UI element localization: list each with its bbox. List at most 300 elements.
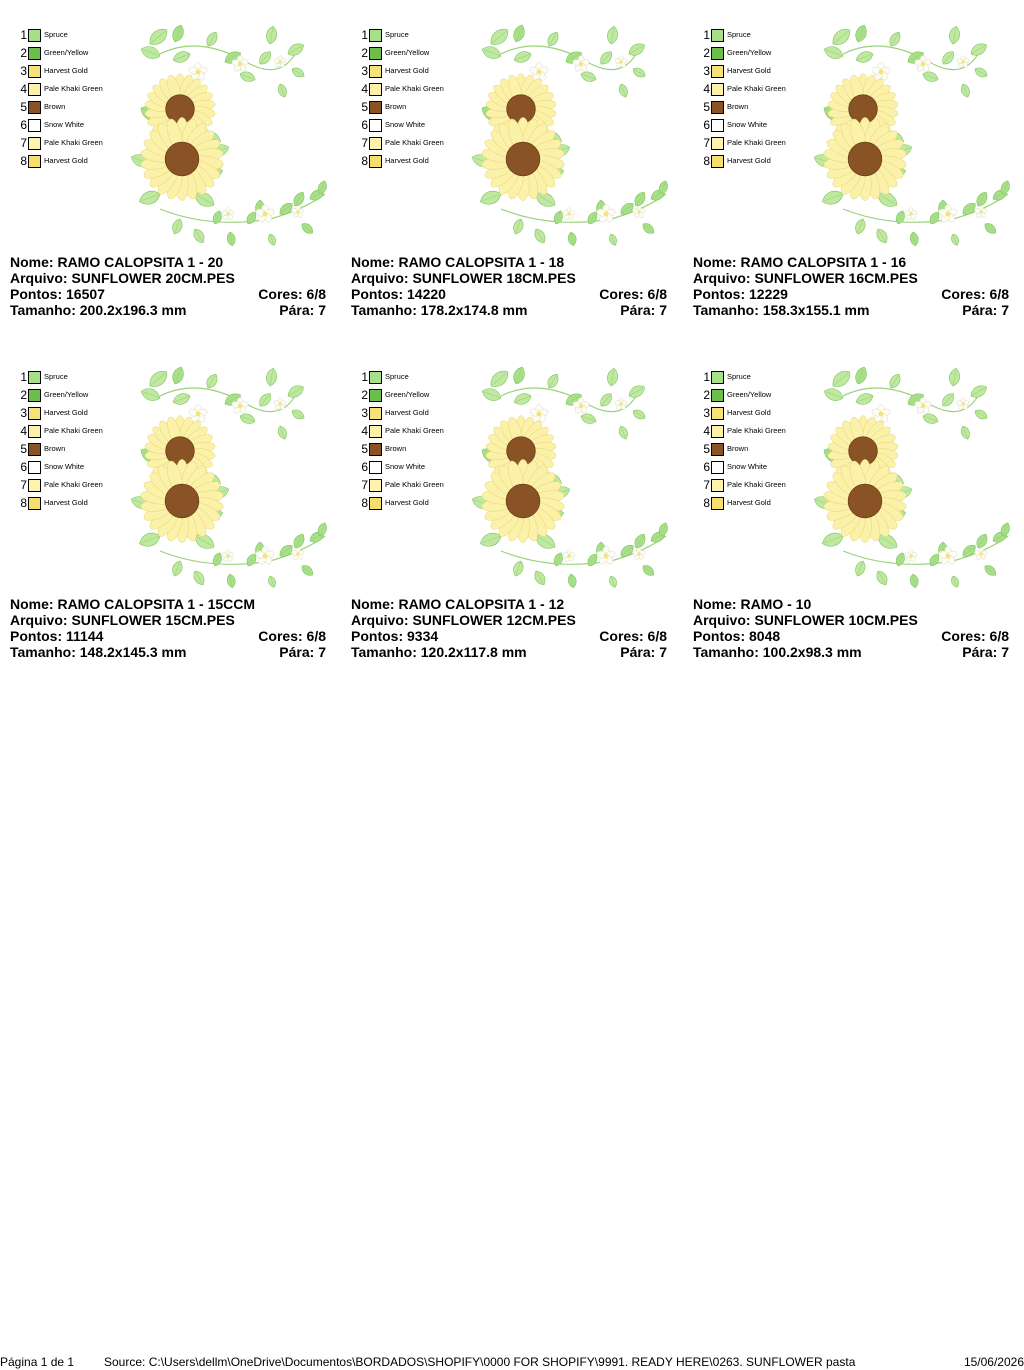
color-name: Harvest Gold — [44, 498, 88, 507]
info-line — [10, 612, 326, 628]
stitch-count-label: Pontos: — [693, 628, 749, 644]
legend-row — [356, 26, 466, 44]
info-line — [351, 270, 667, 286]
legend-row — [698, 368, 808, 386]
stop-count-value: 7 — [659, 302, 667, 318]
color-name: Harvest Gold — [727, 408, 771, 417]
color-swatch — [369, 425, 382, 438]
file-name-value: SUNFLOWER 12CM.PES — [412, 612, 576, 628]
thread-color-legend — [356, 26, 466, 170]
color-name: Spruce — [385, 372, 409, 381]
color-name: Brown — [385, 444, 407, 453]
design-name-label: Nome: — [693, 596, 741, 612]
color-name: Pale Khaki Green — [727, 426, 786, 435]
color-name: Green/Yellow — [44, 390, 89, 399]
color-count-label: Cores: — [941, 628, 990, 644]
color-number: 8 — [361, 496, 368, 510]
stop-count-label: Pára: — [620, 302, 660, 318]
legend-row — [356, 62, 466, 80]
design-size-value: 158.3x155.1 mm — [762, 302, 870, 318]
design-info — [693, 596, 1009, 660]
color-number: 4 — [20, 82, 27, 96]
stop-count-value: 7 — [318, 302, 326, 318]
legend-row — [356, 152, 466, 170]
color-name: Harvest Gold — [385, 66, 429, 75]
file-name-value: SUNFLOWER 15CM.PES — [71, 612, 235, 628]
design-name-value: RAMO CALOPSITA 1 - 20 — [57, 254, 224, 270]
color-number: 7 — [703, 478, 710, 492]
color-name: Harvest Gold — [385, 408, 429, 417]
color-number: 6 — [361, 118, 368, 132]
color-count-value: 6/8 — [647, 286, 667, 302]
legend-row — [15, 368, 125, 386]
file-name-label: Arquivo: — [693, 612, 755, 628]
color-name: Pale Khaki Green — [385, 138, 444, 147]
color-name: Pale Khaki Green — [385, 426, 444, 435]
color-name: Snow White — [385, 462, 426, 471]
design-info — [351, 596, 667, 660]
color-number: 4 — [703, 82, 710, 96]
legend-row — [15, 152, 125, 170]
info-line — [10, 596, 326, 612]
legend-row — [15, 116, 125, 134]
design-card — [693, 24, 1013, 344]
stop-count — [962, 302, 1009, 318]
color-swatch — [369, 407, 382, 420]
design-size-value: 148.2x145.3 mm — [79, 644, 187, 660]
color-swatch — [369, 65, 382, 78]
color-name: Snow White — [727, 120, 768, 129]
legend-row — [698, 98, 808, 116]
color-swatch — [369, 29, 382, 42]
color-swatch — [369, 443, 382, 456]
color-count-label: Cores: — [258, 628, 307, 644]
color-number: 5 — [361, 442, 368, 456]
color-count-value: 6/8 — [647, 628, 667, 644]
info-line — [351, 644, 667, 660]
design-name — [10, 596, 255, 612]
legend-row — [356, 422, 466, 440]
design-name — [10, 254, 223, 270]
embroidery-preview-image — [120, 366, 330, 606]
color-name: Pale Khaki Green — [44, 138, 103, 147]
color-name: Green/Yellow — [385, 48, 430, 57]
stitch-count-value: 12229 — [749, 286, 788, 302]
legend-row — [15, 476, 125, 494]
color-number: 8 — [20, 496, 27, 510]
color-count-label: Cores: — [941, 286, 990, 302]
legend-row — [15, 134, 125, 152]
color-swatch — [369, 479, 382, 492]
color-count-value: 6/8 — [306, 286, 326, 302]
color-number: 2 — [361, 46, 368, 60]
color-swatch — [711, 461, 724, 474]
info-line — [693, 628, 1009, 644]
stop-count-label: Pára: — [962, 644, 1002, 660]
legend-row — [15, 440, 125, 458]
color-number: 3 — [361, 406, 368, 420]
design-size — [693, 644, 862, 660]
legend-row — [356, 404, 466, 422]
stop-count — [279, 302, 326, 318]
design-size — [10, 644, 186, 660]
color-number: 5 — [20, 442, 27, 456]
legend-row — [698, 494, 808, 512]
legend-row — [15, 44, 125, 62]
color-swatch — [28, 407, 41, 420]
color-name: Green/Yellow — [385, 390, 430, 399]
info-line — [351, 596, 667, 612]
design-info — [10, 596, 326, 660]
embroidery-preview-image — [803, 24, 1013, 264]
color-number: 6 — [703, 118, 710, 132]
info-line — [10, 254, 326, 270]
thread-color-legend — [356, 368, 466, 512]
design-size-label: Tamanho: — [10, 644, 80, 660]
file-name-label: Arquivo: — [351, 270, 413, 286]
color-swatch — [369, 47, 382, 60]
color-number: 2 — [703, 46, 710, 60]
info-line — [10, 270, 326, 286]
legend-row — [698, 152, 808, 170]
color-number: 1 — [20, 370, 27, 384]
design-name-label: Nome: — [351, 596, 399, 612]
color-name: Snow White — [44, 120, 85, 129]
design-size — [693, 302, 869, 318]
color-count-value: 6/8 — [989, 628, 1009, 644]
color-number: 4 — [20, 424, 27, 438]
info-line — [10, 644, 326, 660]
color-name: Harvest Gold — [727, 66, 771, 75]
legend-row — [15, 386, 125, 404]
stop-count-value: 7 — [318, 644, 326, 660]
color-swatch — [28, 389, 41, 402]
color-name: Spruce — [44, 372, 68, 381]
color-swatch — [711, 47, 724, 60]
design-name — [693, 254, 906, 270]
stitch-count-label: Pontos: — [351, 286, 407, 302]
legend-row — [698, 386, 808, 404]
color-swatch — [28, 497, 41, 510]
color-name: Pale Khaki Green — [385, 84, 444, 93]
color-number: 4 — [703, 424, 710, 438]
color-number: 7 — [20, 478, 27, 492]
color-swatch — [711, 497, 724, 510]
color-number: 6 — [20, 118, 27, 132]
color-count-label: Cores: — [599, 286, 648, 302]
color-number: 7 — [361, 136, 368, 150]
color-name: Green/Yellow — [727, 390, 772, 399]
color-number: 5 — [703, 100, 710, 114]
color-swatch — [28, 371, 41, 384]
file-name — [693, 270, 918, 286]
stitch-count-value: 8048 — [749, 628, 781, 644]
color-swatch — [711, 479, 724, 492]
embroidery-preview-image — [120, 24, 330, 264]
file-name-value: SUNFLOWER 10CM.PES — [754, 612, 918, 628]
design-card — [10, 24, 330, 344]
design-name-label: Nome: — [10, 596, 58, 612]
color-name: Brown — [727, 102, 749, 111]
design-size-value: 100.2x98.3 mm — [762, 644, 862, 660]
color-swatch — [28, 47, 41, 60]
color-swatch — [28, 461, 41, 474]
file-name-label: Arquivo: — [10, 612, 72, 628]
color-number: 2 — [703, 388, 710, 402]
color-count — [599, 286, 667, 302]
color-swatch — [711, 101, 724, 114]
color-count — [941, 286, 1009, 302]
color-name: Snow White — [727, 462, 768, 471]
design-name — [693, 596, 811, 612]
color-name: Pale Khaki Green — [727, 138, 786, 147]
color-swatch — [28, 443, 41, 456]
embroidery-preview-image — [803, 366, 1013, 606]
legend-row — [356, 368, 466, 386]
stop-count-label: Pára: — [279, 302, 319, 318]
legend-row — [15, 62, 125, 80]
stitch-count-label: Pontos: — [693, 286, 749, 302]
stop-count-value: 7 — [1001, 302, 1009, 318]
legend-row — [15, 98, 125, 116]
legend-row — [15, 404, 125, 422]
page-number: Página 1 de 1 — [0, 1355, 75, 1369]
color-swatch — [28, 119, 41, 132]
design-info — [10, 254, 326, 318]
color-count — [599, 628, 667, 644]
color-number: 7 — [20, 136, 27, 150]
color-count — [258, 628, 326, 644]
design-name-value: RAMO CALOPSITA 1 - 16 — [740, 254, 907, 270]
legend-row — [356, 494, 466, 512]
color-swatch — [28, 83, 41, 96]
source-path: Source: C:\Users\dellm\OneDrive\Documentos\BORDADOS\SHOPIFY\0000 FOR SHOPIFY\9991. READY HERE\0263. SUNFLOWER pasta — [104, 1355, 856, 1369]
stop-count — [620, 644, 667, 660]
legend-row — [356, 476, 466, 494]
info-line — [693, 612, 1009, 628]
color-number: 5 — [20, 100, 27, 114]
color-number: 7 — [361, 478, 368, 492]
color-swatch — [369, 119, 382, 132]
color-name: Harvest Gold — [385, 498, 429, 507]
color-count — [941, 628, 1009, 644]
stop-count-label: Pára: — [279, 644, 319, 660]
embroidery-preview-image — [461, 24, 671, 264]
info-line — [693, 270, 1009, 286]
file-name — [10, 270, 235, 286]
color-count — [258, 286, 326, 302]
color-name: Brown — [727, 444, 749, 453]
color-count-value: 6/8 — [989, 286, 1009, 302]
legend-row — [698, 404, 808, 422]
legend-row — [356, 98, 466, 116]
file-name-label: Arquivo: — [351, 612, 413, 628]
thread-color-legend — [698, 368, 808, 512]
color-swatch — [711, 137, 724, 150]
stitch-count-value: 16507 — [66, 286, 105, 302]
color-swatch — [369, 389, 382, 402]
color-swatch — [369, 155, 382, 168]
color-name: Spruce — [44, 30, 68, 39]
design-name-value: RAMO CALOPSITA 1 - 18 — [398, 254, 565, 270]
color-name: Snow White — [385, 120, 426, 129]
color-swatch — [369, 137, 382, 150]
thread-color-legend — [698, 26, 808, 170]
stitch-count-value: 9334 — [407, 628, 439, 644]
info-line — [351, 286, 667, 302]
color-number: 3 — [703, 406, 710, 420]
color-name: Pale Khaki Green — [44, 426, 103, 435]
color-number: 3 — [361, 64, 368, 78]
info-line — [351, 628, 667, 644]
design-size-value: 120.2x117.8 mm — [420, 644, 527, 660]
color-number: 8 — [703, 496, 710, 510]
color-number: 4 — [361, 424, 368, 438]
color-swatch — [711, 371, 724, 384]
design-size-label: Tamanho: — [693, 302, 763, 318]
stitch-count — [693, 286, 788, 302]
color-swatch — [28, 479, 41, 492]
stitch-count-value: 11144 — [66, 628, 104, 644]
color-name: Brown — [44, 444, 66, 453]
file-name — [351, 612, 576, 628]
legend-row — [356, 134, 466, 152]
color-name: Pale Khaki Green — [44, 480, 103, 489]
color-number: 1 — [361, 370, 368, 384]
legend-row — [698, 62, 808, 80]
color-number: 8 — [703, 154, 710, 168]
color-swatch — [711, 29, 724, 42]
color-name: Pale Khaki Green — [44, 84, 103, 93]
color-swatch — [28, 425, 41, 438]
stitch-count — [351, 286, 446, 302]
design-size-label: Tamanho: — [351, 302, 421, 318]
legend-row — [698, 26, 808, 44]
stitch-count-label: Pontos: — [351, 628, 407, 644]
legend-row — [698, 440, 808, 458]
color-count-label: Cores: — [258, 286, 307, 302]
color-number: 7 — [703, 136, 710, 150]
color-number: 5 — [703, 442, 710, 456]
file-name-label: Arquivo: — [693, 270, 755, 286]
color-number: 3 — [703, 64, 710, 78]
thread-color-legend — [15, 368, 125, 512]
color-swatch — [711, 83, 724, 96]
color-number: 1 — [361, 28, 368, 42]
legend-row — [356, 386, 466, 404]
info-line — [693, 254, 1009, 270]
stop-count — [620, 302, 667, 318]
legend-row — [15, 422, 125, 440]
legend-row — [356, 116, 466, 134]
legend-row — [356, 44, 466, 62]
legend-row — [698, 422, 808, 440]
color-count-label: Cores: — [599, 628, 648, 644]
legend-row — [698, 80, 808, 98]
info-line — [351, 612, 667, 628]
design-info — [693, 254, 1009, 318]
color-number: 2 — [20, 388, 27, 402]
design-name-value: RAMO CALOPSITA 1 - 15CCM — [57, 596, 256, 612]
color-number: 2 — [20, 46, 27, 60]
design-name — [351, 596, 564, 612]
color-name: Harvest Gold — [44, 408, 88, 417]
stop-count-value: 7 — [659, 644, 667, 660]
file-name-value: SUNFLOWER 20CM.PES — [71, 270, 235, 286]
design-size-value: 200.2x196.3 mm — [79, 302, 187, 318]
design-info — [351, 254, 667, 318]
color-swatch — [28, 65, 41, 78]
info-line — [10, 302, 326, 318]
design-card — [10, 366, 330, 686]
legend-row — [15, 494, 125, 512]
design-name — [351, 254, 564, 270]
color-name: Pale Khaki Green — [727, 480, 786, 489]
color-number: 8 — [20, 154, 27, 168]
legend-row — [356, 458, 466, 476]
stitch-count-label: Pontos: — [10, 628, 66, 644]
design-card — [351, 366, 671, 686]
color-name: Harvest Gold — [727, 156, 771, 165]
color-number: 1 — [20, 28, 27, 42]
embroidery-preview-image — [461, 366, 671, 606]
legend-row — [698, 458, 808, 476]
design-name-label: Nome: — [351, 254, 399, 270]
color-name: Harvest Gold — [44, 156, 88, 165]
design-size-label: Tamanho: — [693, 644, 763, 660]
color-number: 6 — [361, 460, 368, 474]
color-name: Green/Yellow — [44, 48, 89, 57]
color-name: Pale Khaki Green — [727, 84, 786, 93]
color-swatch — [711, 389, 724, 402]
page-footer — [0, 1354, 1024, 1370]
color-swatch — [711, 119, 724, 132]
legend-row — [356, 440, 466, 458]
color-number: 3 — [20, 406, 27, 420]
file-name — [10, 612, 235, 628]
color-swatch — [28, 155, 41, 168]
design-size-value: 178.2x174.8 mm — [420, 302, 528, 318]
info-line — [351, 302, 667, 318]
color-number: 1 — [703, 370, 710, 384]
thread-color-legend — [15, 26, 125, 170]
design-name-value: RAMO - 10 — [740, 596, 812, 612]
color-swatch — [369, 461, 382, 474]
color-name: Brown — [385, 102, 407, 111]
color-swatch — [28, 137, 41, 150]
color-swatch — [711, 407, 724, 420]
legend-row — [15, 458, 125, 476]
color-number: 8 — [361, 154, 368, 168]
design-size — [351, 644, 527, 660]
color-name: Spruce — [727, 372, 751, 381]
design-size — [10, 302, 186, 318]
color-swatch — [369, 371, 382, 384]
info-line — [10, 286, 326, 302]
info-line — [693, 644, 1009, 660]
design-card — [693, 366, 1013, 686]
color-swatch — [711, 155, 724, 168]
legend-row — [356, 80, 466, 98]
design-name-value: RAMO CALOPSITA 1 - 12 — [398, 596, 565, 612]
color-swatch — [28, 29, 41, 42]
file-name — [693, 612, 918, 628]
info-line — [10, 628, 326, 644]
legend-row — [698, 116, 808, 134]
file-name — [351, 270, 576, 286]
color-name: Brown — [44, 102, 66, 111]
color-count-value: 6/8 — [306, 628, 326, 644]
